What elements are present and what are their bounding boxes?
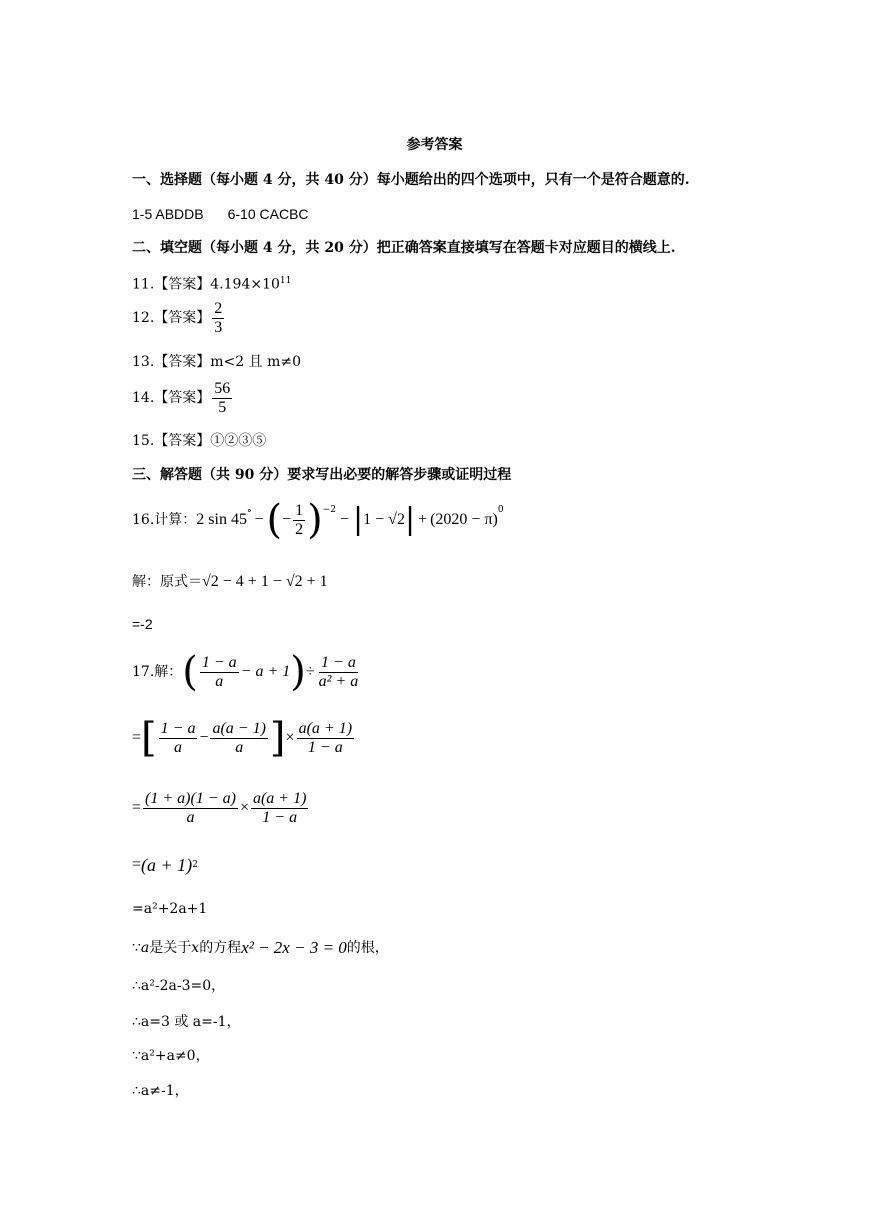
q17-s2-b-den: a (235, 738, 244, 756)
q17-line-1 (132, 938, 389, 958)
q17-s2-frac-c (297, 720, 354, 756)
q17-f2-den: a² + a (318, 672, 359, 690)
answer-12-label: 12.【答案】 (132, 310, 211, 327)
q16-half (293, 502, 305, 538)
q16-solution (132, 572, 328, 592)
q16-neg-sign: − (282, 511, 292, 528)
q17-f1-num: 1 − a (201, 653, 237, 671)
q17-step-3 (132, 790, 310, 826)
q16-exp-neg2: −2 (322, 505, 336, 515)
q17-s2-close-bracket: ] (269, 715, 286, 761)
q17-f1-den: a (215, 672, 224, 690)
q17-s2-minus: − (199, 729, 209, 746)
q17-var-a: a (140, 940, 150, 956)
q16-degree: ° (246, 509, 252, 519)
q16-abs-left: | (353, 502, 364, 537)
answer-11-exponent: 11 (279, 276, 292, 286)
q16-close-paren: ) (307, 497, 323, 543)
choice-answers-6-10: 6-10 CACBC (227, 206, 309, 222)
question-17 (132, 649, 362, 695)
q16-abs-content: 1 − √2 (363, 511, 405, 528)
q17-s3-a-num: (1 + a)(1 − a) (145, 790, 236, 807)
q17-s2-frac-a (159, 720, 198, 756)
q17-s2-a-num: 1 − a (160, 719, 196, 737)
answer-14-fraction (212, 380, 232, 416)
q17-step-2 (132, 715, 356, 761)
q17-l1-post: 的根， (346, 940, 389, 956)
q16-label: 16.计算： (132, 512, 197, 528)
question-16 (132, 497, 504, 543)
q16-minus-2: − (340, 511, 350, 528)
q16-solution-expr: √2 − 4 + 1 − √2 + 1 (202, 573, 328, 590)
q17-divide: ÷ (305, 663, 315, 680)
q17-s2-times: × (285, 729, 295, 746)
answer-14-denominator: 5 (218, 398, 227, 416)
choice-answers-1-5: 1-5 ABDDB (132, 206, 204, 222)
q16-exp-0: 0 (497, 505, 504, 515)
q17-f2-num: 1 − a (321, 653, 356, 671)
q17-l1-text-2: 的方程 (199, 940, 242, 956)
q17-step-4 (132, 855, 198, 875)
q17-s2-a-den: a (174, 738, 183, 756)
q17-label: 17.解： (132, 664, 183, 680)
q17-fraction-2 (317, 654, 361, 690)
q17-var-x: x (191, 940, 200, 956)
q17-fraction-1 (200, 654, 239, 690)
answer-12-fraction (212, 300, 224, 336)
q17-because: ∵ (132, 940, 141, 956)
answer-12-numerator: 2 (214, 300, 223, 317)
q17-s3-frac-b (251, 790, 308, 826)
q16-plus: + (418, 511, 428, 528)
q17-s4-base: (a + 1) (141, 855, 193, 875)
q17-l1-text: 是关于 (149, 940, 192, 956)
answer-11 (132, 271, 291, 295)
q17-s4-equals: = (132, 856, 142, 873)
section2-heading: 二、填空题（每小题 4 分，共 20 分）把正确答案直接填写在答题卡对应题目的横线上. (132, 240, 676, 256)
q17-s3-equals: = (132, 799, 142, 817)
q16-pow0-base: (2020 − π) (430, 511, 498, 528)
answer-13 (132, 352, 301, 372)
q17-line-5: ∴a≠-1， (132, 1083, 189, 1099)
q17-equation: x² − 2x − 3 = 0 (241, 938, 347, 957)
q16-half-den: 2 (295, 520, 304, 538)
q17-s2-equals: = (132, 729, 142, 746)
q17-s2-frac-b (210, 720, 267, 756)
answer-13-label: 13.【答案】 (132, 354, 211, 370)
q17-open-paren: ( (182, 649, 198, 695)
q17-close-paren: ) (290, 649, 306, 695)
answer-15-label: 15.【答案】 (132, 433, 211, 449)
answer-12-denominator: 3 (214, 318, 223, 336)
answer-11-value: 4.194×10 (210, 276, 280, 293)
q17-line-2: ∴a²-2a-3=0， (132, 978, 226, 994)
answer-11-label: 11.【答案】 (132, 276, 211, 293)
q17-s2-b-num: a(a − 1) (212, 719, 266, 737)
q17-s3-b-den: 1 − a (262, 808, 298, 826)
answer-13-value: m<2 且 m≠0 (210, 354, 301, 370)
q16-abs-right: | (404, 502, 416, 537)
q17-s3-times: × (239, 799, 249, 817)
q17-s3-a-den: a (186, 808, 195, 826)
q16-solution-label: 解：原式＝ (132, 574, 202, 590)
q16-result: =-2 (132, 616, 153, 632)
section1-heading: 一、选择题（每小题 4 分，共 40 分）每小题给出的四个选项中，只有一个是符合题意的. (132, 172, 690, 188)
q16-sin-term: 2 sin 45 (196, 511, 247, 528)
q17-line-4: ∵a²+a≠0， (132, 1048, 210, 1064)
q17-s3-frac-a (143, 790, 238, 826)
q17-s2-c-num: a(a + 1) (298, 719, 353, 737)
q17-s2-open-bracket: [ (141, 715, 157, 761)
answer-14 (132, 380, 234, 416)
answer-12 (132, 300, 226, 336)
q17-s3-b-num: a(a + 1) (252, 790, 307, 807)
section3-heading: 三、解答题（共 90 分）要求写出必要的解答步骤或证明过程 (132, 467, 512, 483)
q17-s2-c-den: 1 − a (307, 738, 343, 756)
answer-15-value: ①②③⑤ (210, 433, 267, 449)
answer-14-numerator: 56 (214, 380, 231, 397)
page-title: 参考答案 (406, 137, 463, 153)
answer-14-label: 14.【答案】 (132, 390, 211, 407)
choice-answers (132, 204, 309, 224)
q16-half-num: 1 (295, 501, 304, 519)
q17-line-3: ∴a=3 或 a=-1， (132, 1014, 241, 1030)
q17-step-5: =a²+2a+1 (132, 901, 208, 917)
q17-s4-exp: 2 (192, 860, 198, 870)
answer-15 (132, 431, 266, 451)
q16-open-paren: ( (266, 497, 283, 543)
q16-minus: − (254, 511, 264, 528)
q17-mid: − a + 1 (240, 663, 291, 680)
